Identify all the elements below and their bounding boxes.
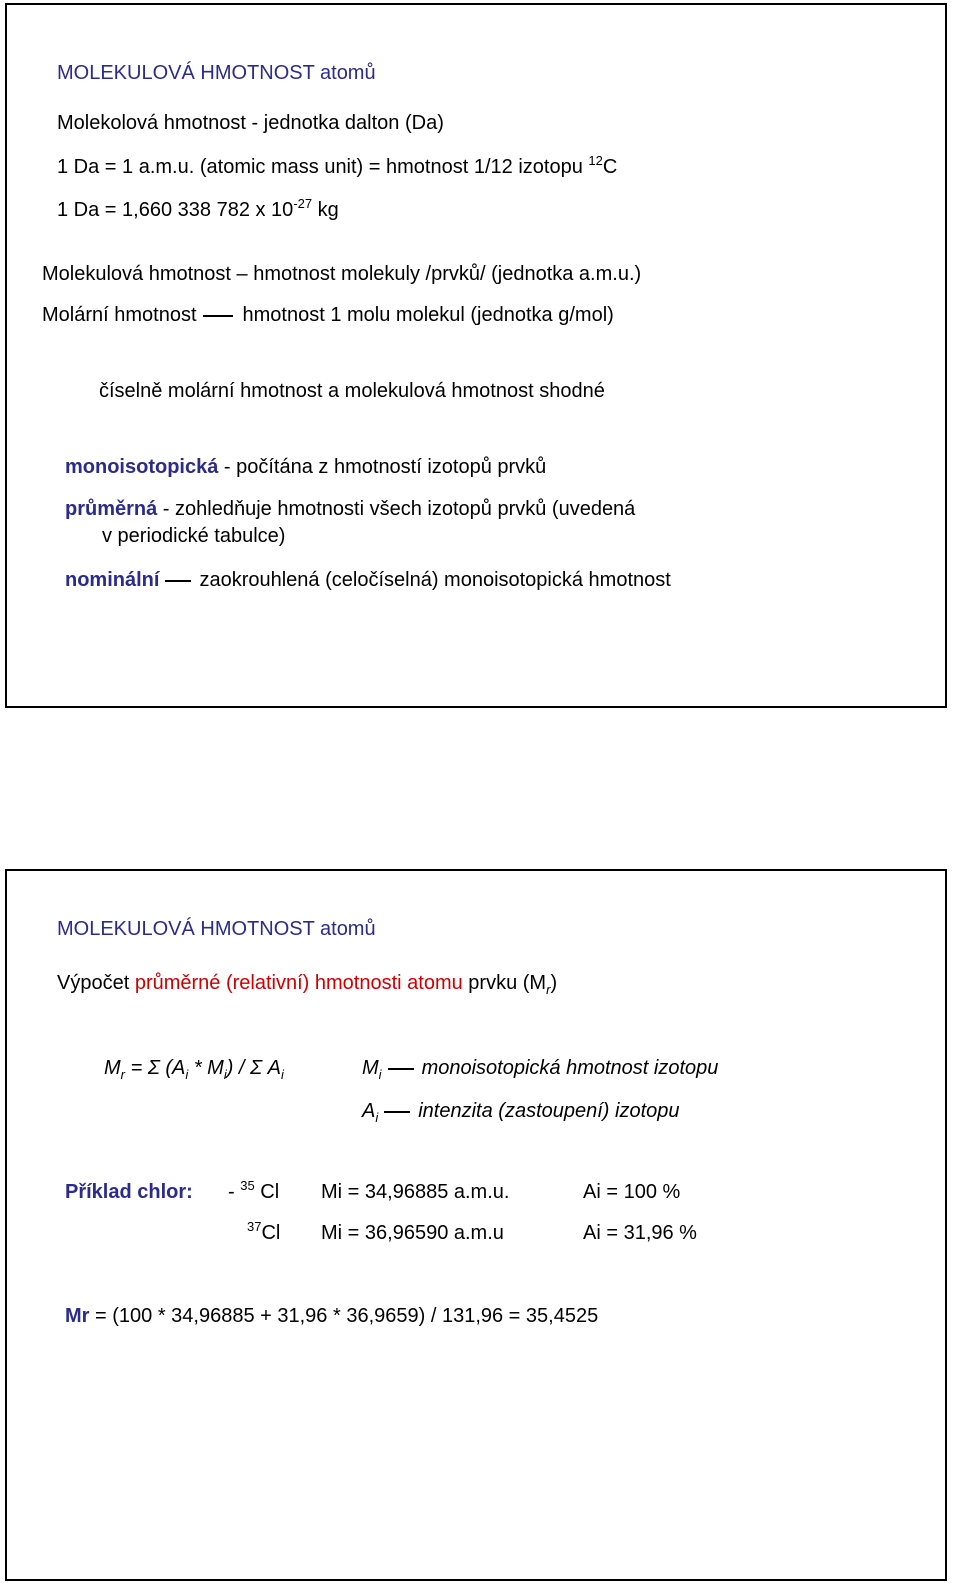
prumerna-line-2: v periodické tabulce): [102, 525, 286, 547]
monoisotopicka-line: monoisotopická - počítána z hmotností izotopů prvků: [65, 456, 547, 478]
molekulova-hmotnost-line: Molekulová hmotnost – hmotnost molekuly /prvků/ (jednotka a.m.u.): [42, 263, 642, 285]
cl35-ai: Ai = 100 %: [583, 1181, 681, 1203]
prumerna-line: průměrná - zohledňuje hmotnosti všech izotopů prvků (uvedená: [65, 498, 636, 520]
molekolova-line: Molekolová hmotnost - jednotka dalton (Da): [57, 112, 444, 134]
slide-2-title: MOLEKULOVÁ HMOTNOST atomů: [57, 918, 376, 940]
em-dash: [203, 315, 233, 317]
vypocet-line: Výpočet průměrné (relativní) hmotnosti atomu prvku $(M_r)$: [57, 972, 558, 997]
cl37-isotope: $^{37}$Cl: [247, 1219, 281, 1244]
result-line: Mr = (100 * 34,96885 + 31,96 * 36,9659) / 131,96 = 35,4525: [65, 1305, 599, 1327]
cl35-mi: Mi = 34,96885 a.m.u.: [321, 1181, 510, 1203]
slide-2: [5, 869, 947, 1581]
sigma-symbol: Σ: [250, 1057, 263, 1079]
cl37-ai: Ai = 31,96 %: [583, 1222, 697, 1244]
nominalni-line: nominální zaokrouhlená (celočíselná) monoisotopická hmotnost: [65, 569, 671, 591]
slide-1: [5, 3, 947, 708]
ciselne-line: číselně molární hmotnost a molekulová hmotnost shodné: [99, 380, 605, 402]
dalton-value-line: 1 Da = 1,660 338 782 x $10^{-27}$ kg: [57, 196, 339, 221]
amu-line: 1 Da = 1 a.m.u. (atomic mass unit) = hmotnost 1/12 izotopu $^{12}$C: [57, 153, 618, 178]
cl37-mi: Mi = 36,96590 a.m.u: [321, 1222, 504, 1244]
slide-1-title: MOLEKULOVÁ HMOTNOST atomů: [57, 62, 376, 84]
em-dash: [165, 580, 191, 582]
legend-ai: $A_i$ intenzita (zastoupení) izotopu: [362, 1100, 680, 1125]
em-dash: [388, 1068, 414, 1070]
priklad-label: Příklad chlor:: [65, 1181, 193, 1203]
sigma-symbol: Σ: [147, 1057, 160, 1079]
molarni-hmotnost-line: Molární hmotnost hmotnost 1 molu molekul (jednotka g/mol): [42, 304, 614, 326]
em-dash: [384, 1111, 410, 1113]
legend-mi: $M_i$ monoisotopická hmotnost izotopu: [362, 1057, 719, 1082]
formula: $M_r = \Sigma$ $(A_i * M_i)$ / Σ $A_i$: [104, 1057, 284, 1082]
cl35-isotope: - $^{35}$ Cl: [228, 1178, 280, 1203]
